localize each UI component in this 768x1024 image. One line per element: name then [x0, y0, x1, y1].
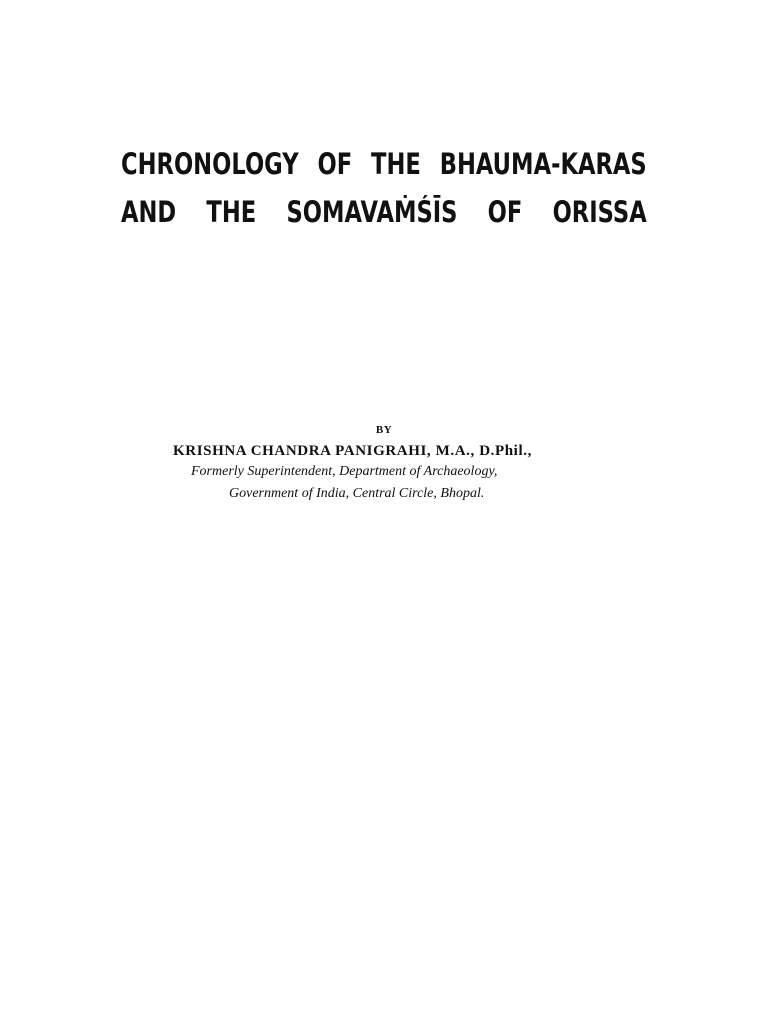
book-title-line-1	[121, 146, 647, 182]
title-word: AND	[121, 195, 177, 229]
author-affiliation-line-1: Formerly Superintendent, Department of Archaeology,	[191, 464, 498, 479]
title-word: ORISSA	[552, 195, 647, 229]
by-label: BY	[375, 424, 393, 436]
title-word: THE	[206, 195, 257, 229]
author-name: KRISHNA CHANDRA PANIGRAHI, M.A., D.Phil.,	[173, 443, 532, 459]
title-word: THE	[371, 147, 421, 181]
book-title-line-2	[121, 194, 647, 230]
title-word: BHAUMA-KARAS	[439, 147, 647, 181]
title-word: OF	[317, 147, 353, 181]
author-affiliation-line-2: Government of India, Central Circle, Bhopal.	[229, 486, 485, 501]
title-word: SOMAVAṀŚĪS	[286, 195, 458, 229]
title-word: CHRONOLOGY	[121, 147, 299, 181]
title-word: OF	[487, 195, 523, 229]
